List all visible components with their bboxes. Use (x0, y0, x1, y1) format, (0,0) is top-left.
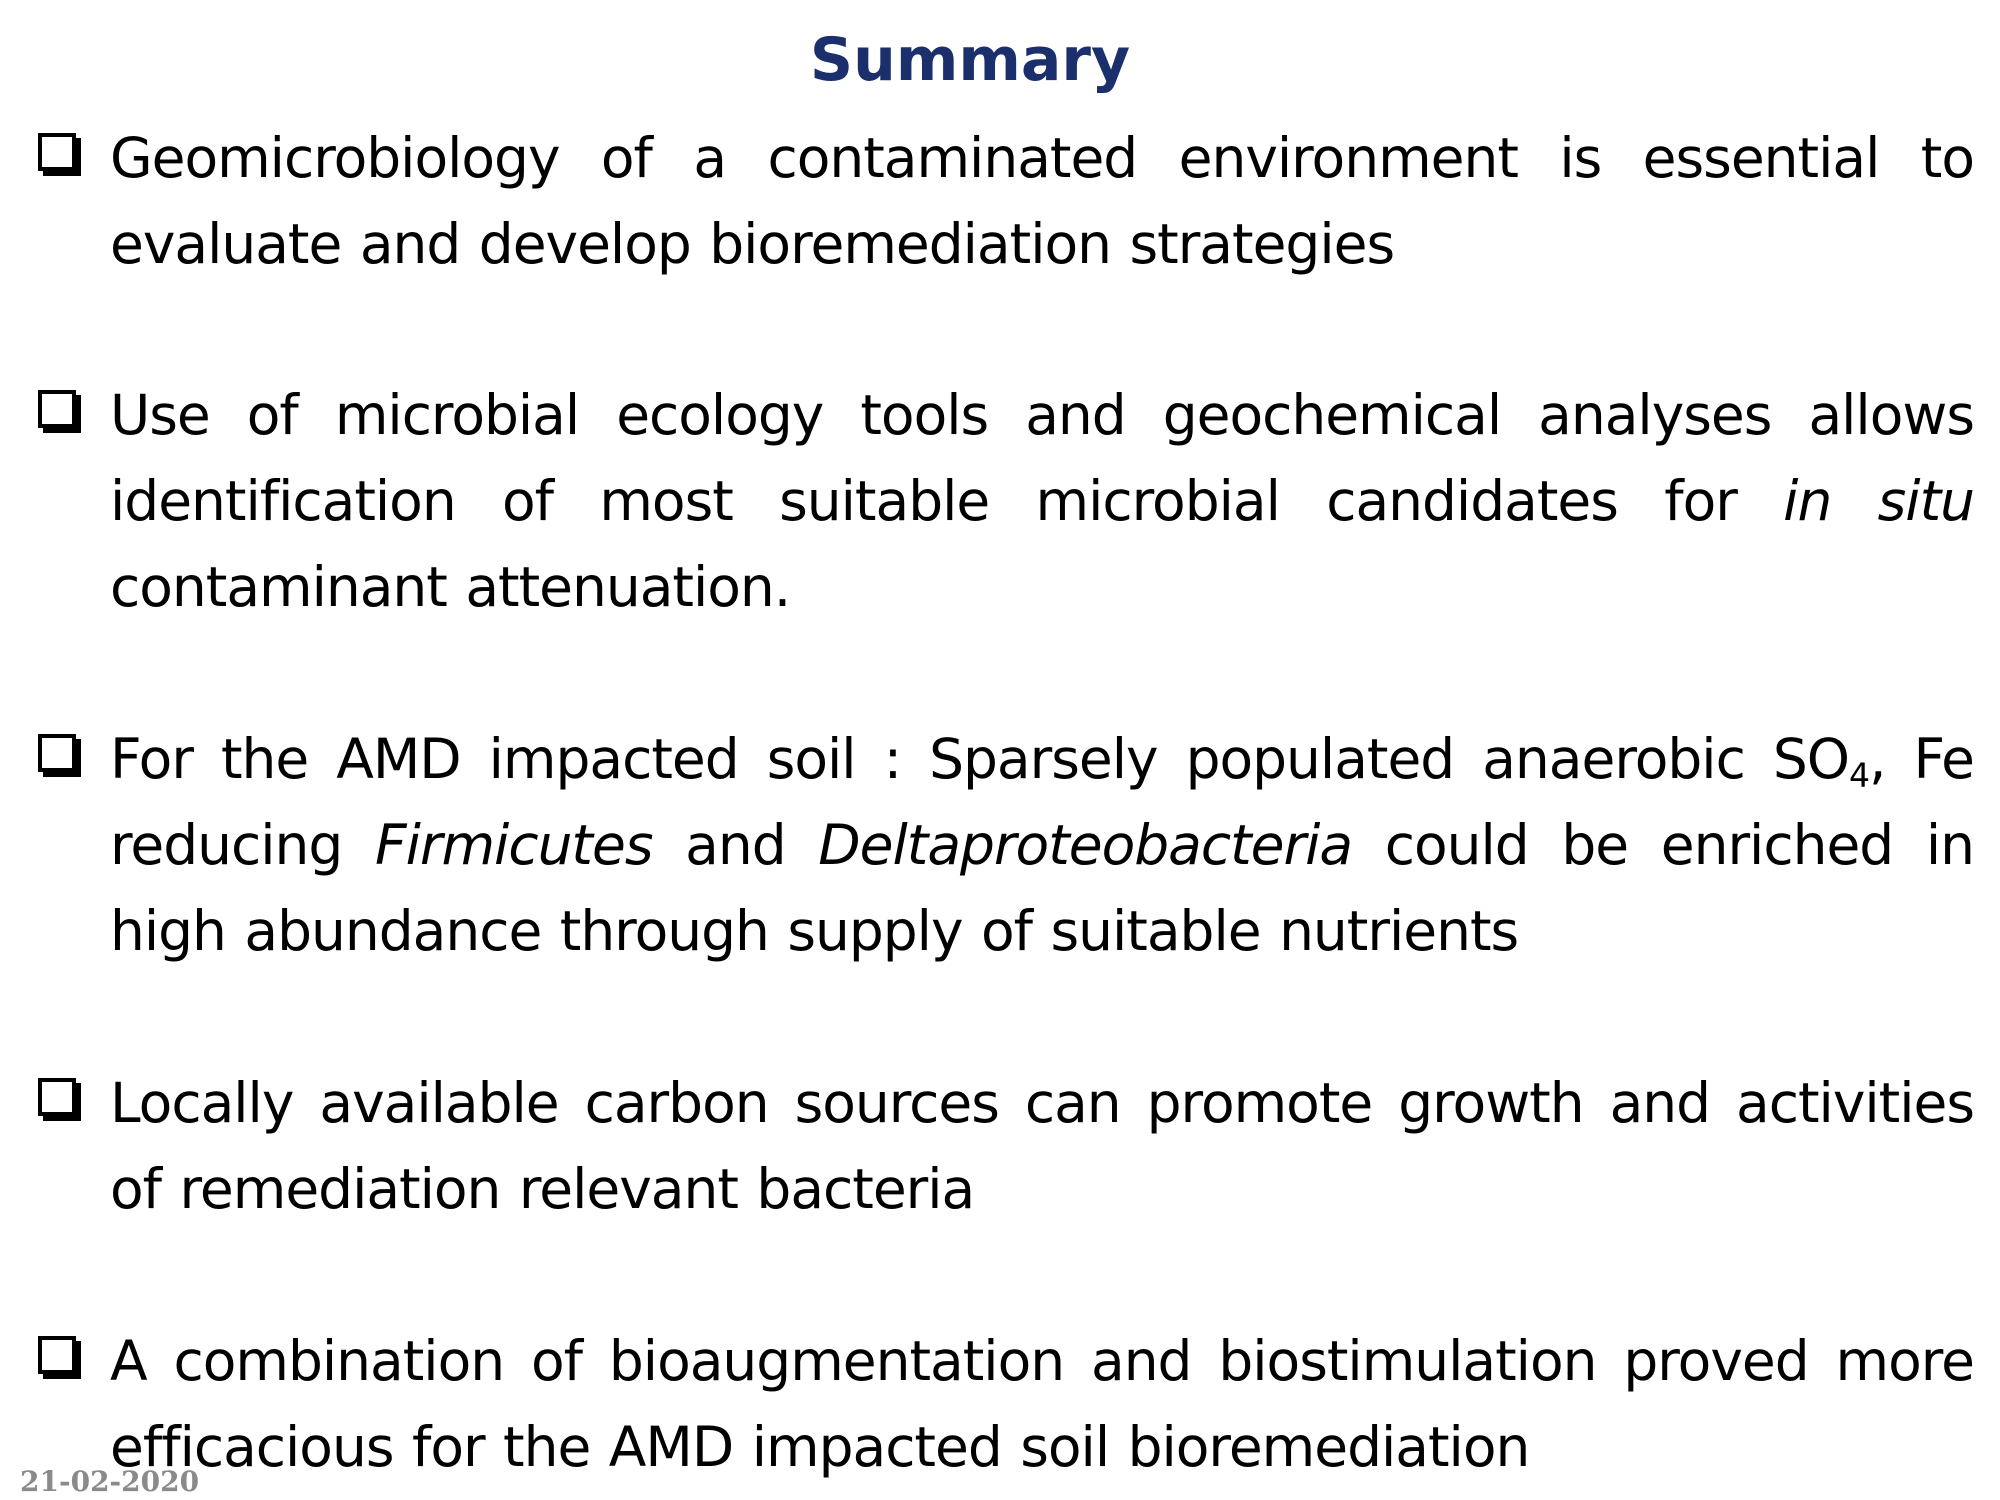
bullet-text-1-content: Geomicrobiology of a contaminated environment is essential to evaluate and develop bioremediation strategies (110, 126, 1974, 276)
checkbox-square-icon (38, 734, 76, 772)
footer-date: 21-02-2020 (20, 1465, 200, 1498)
checkbox-square-icon (38, 390, 76, 428)
bullet-text-2-part2: contaminant attenuation. (110, 555, 791, 619)
slide-title: Summary (809, 25, 1131, 95)
bullet-text-4-content: Locally available carbon sources can promote growth and activities of remediation relevant bacteria (110, 1071, 1974, 1221)
bullet-text-3 (110, 716, 1974, 974)
bullet-text-4 (110, 1060, 1974, 1232)
bullet-text-3-italic-2: Deltaproteobacteria (818, 813, 1353, 877)
bullet-text-5 (110, 1318, 1974, 1490)
bullet-text-3-part1: For the AMD impacted soil : Sparsely populated anaerobic SO (110, 727, 1850, 791)
bullet-text-2-italic: in situ (1783, 469, 1975, 533)
checkbox-square-icon (38, 1078, 76, 1116)
bullet-text-2 (110, 372, 1974, 630)
bullet-text-3-part3: and (652, 813, 819, 877)
bullet-text-2-part1: Use of microbial ecology tools and geochemical analyses allows identification of most suitable microbial candidates for (110, 383, 1974, 533)
bullet-text-3-part2: , Fe reducing (110, 727, 1974, 877)
checkbox-square-icon (38, 1336, 76, 1374)
bullet-text-3-italic-1: Firmicutes (374, 813, 653, 877)
bullet-text-3-part4: could be enriched in high abundance through supply of suitable nutrients (110, 813, 1974, 963)
checkbox-square-icon (38, 133, 76, 171)
bullet-text-3-subscript: 4 (1849, 755, 1870, 795)
bullet-text-1 (110, 115, 1974, 287)
bullet-text-5-content: A combination of bioaugmentation and biostimulation proved more efficacious for the AMD impacted soil bioremediation (110, 1329, 1974, 1479)
